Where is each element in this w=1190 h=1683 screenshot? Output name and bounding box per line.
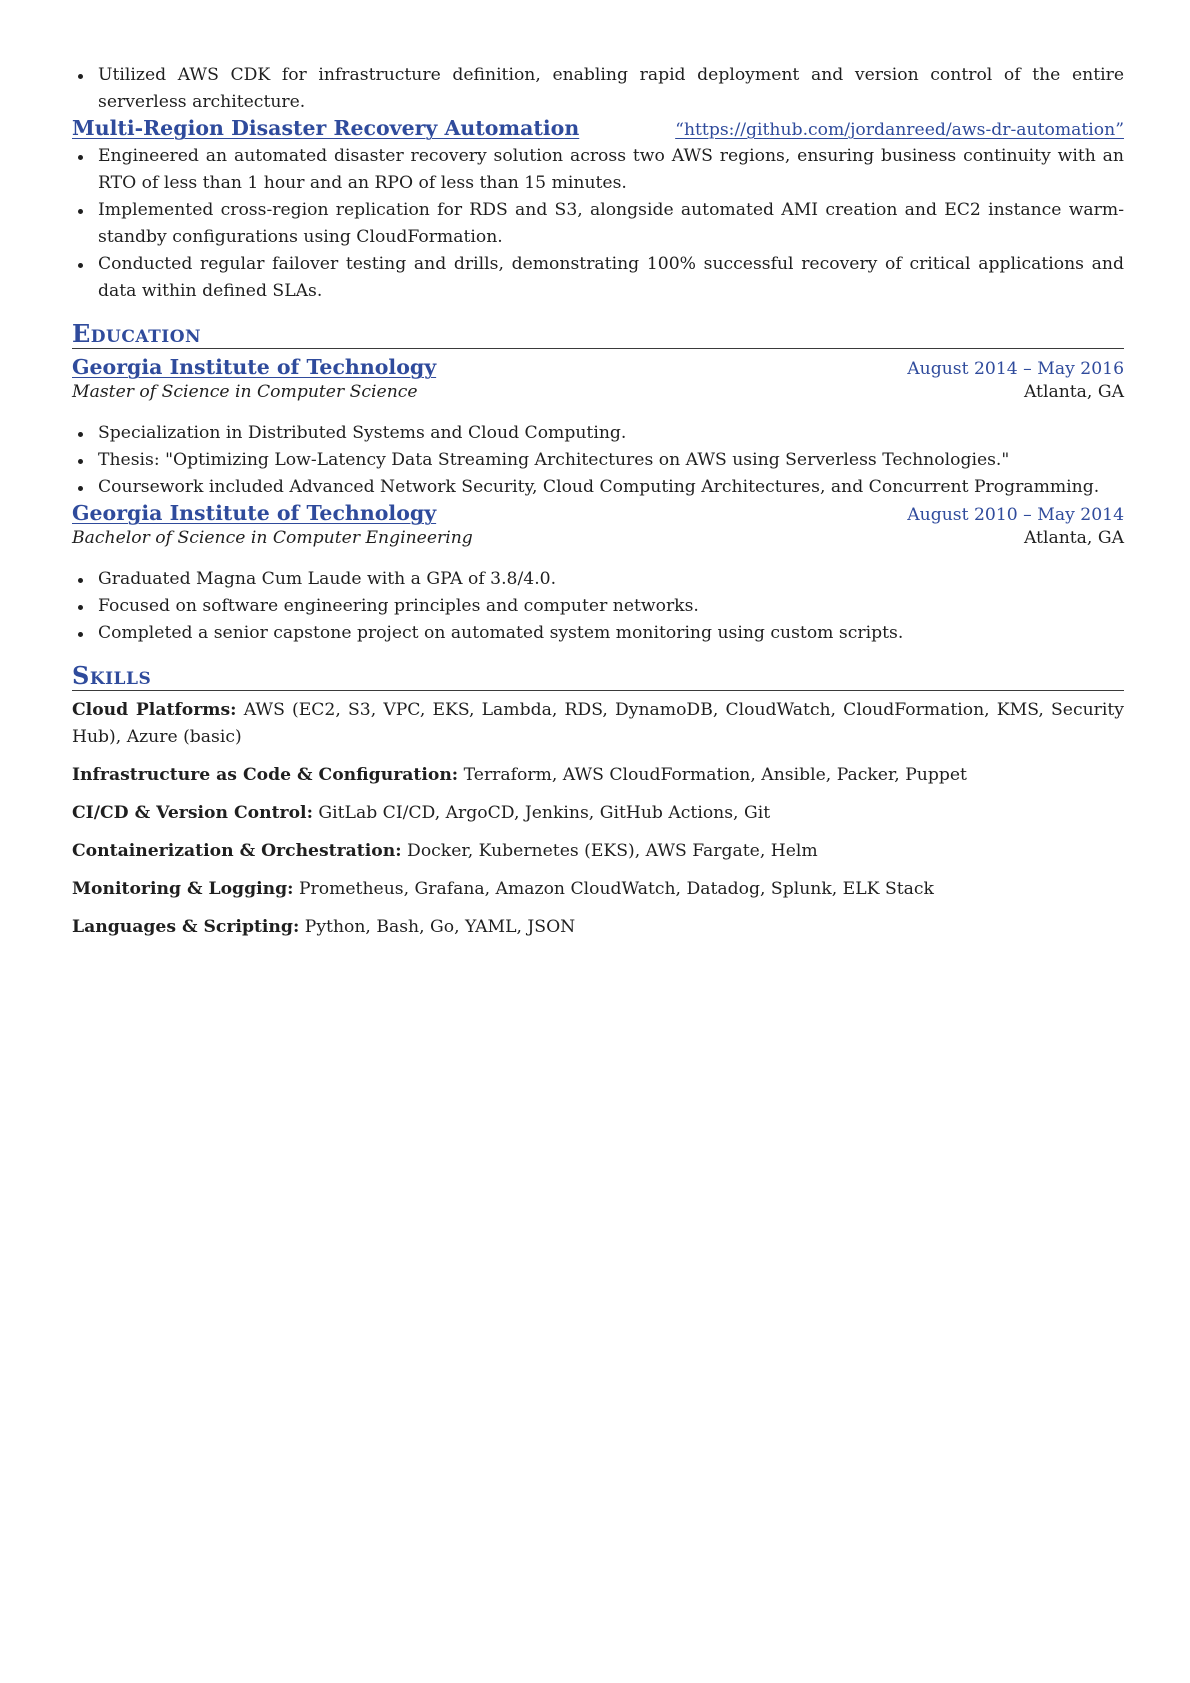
prev-project-bullets bbox=[72, 62, 1124, 116]
skill-row bbox=[72, 697, 1124, 751]
bullet-item: Specialization in Distributed Systems and Cloud Computing. bbox=[72, 420, 1124, 447]
education-header bbox=[72, 355, 1124, 382]
skill-label: Containerization & Orchestration: bbox=[72, 841, 402, 861]
skill-label: Infrastructure as Code & Configuration: bbox=[72, 765, 459, 785]
project-bullets bbox=[72, 143, 1124, 305]
skill-value: Docker, Kubernetes (EKS), AWS Fargate, Helm bbox=[407, 841, 818, 861]
skill-value: GitLab CI/CD, ArgoCD, Jenkins, GitHub Actions, Git bbox=[318, 803, 771, 823]
education-dates: August 2014 – May 2016 bbox=[907, 359, 1124, 379]
skills-section-heading bbox=[72, 659, 1124, 691]
skills-list bbox=[72, 697, 1124, 941]
bullet-item: Engineered an automated disaster recovery solution across two AWS regions, ensuring business continuity with an RTO of less than 1 hour and an RPO of less than 15 minutes. bbox=[72, 143, 1124, 197]
skill-row bbox=[72, 762, 1124, 789]
education-bullets bbox=[72, 566, 1124, 647]
education-header bbox=[72, 501, 1124, 528]
education-location: Atlanta, GA bbox=[1023, 528, 1124, 548]
bullet-item: Conducted regular failover testing and drills, demonstrating 100% successful recovery of critical applications and data within defined SLAs. bbox=[72, 251, 1124, 305]
project-url-link[interactable]: “https://github.com/jordanreed/aws-dr-automation” bbox=[675, 120, 1124, 140]
skill-value: Terraform, AWS CloudFormation, Ansible, Packer, Puppet bbox=[463, 765, 967, 785]
bullet-item: Utilized AWS CDK for infrastructure definition, enabling rapid deployment and version control of the entire serverless architecture. bbox=[72, 62, 1124, 116]
education-entry bbox=[72, 501, 1124, 647]
skill-label: Cloud Platforms: bbox=[72, 700, 237, 720]
education-subheader bbox=[72, 528, 1124, 556]
skill-row bbox=[72, 838, 1124, 865]
project-header bbox=[72, 116, 1124, 143]
skill-row bbox=[72, 800, 1124, 827]
resume-content bbox=[72, 62, 1124, 941]
school-link[interactable]: Georgia Institute of Technology bbox=[72, 501, 437, 525]
education-location: Atlanta, GA bbox=[1023, 382, 1124, 402]
bullet-item: Graduated Magna Cum Laude with a GPA of 3.8/4.0. bbox=[72, 566, 1124, 593]
education-subheader bbox=[72, 382, 1124, 410]
skill-label: Monitoring & Logging: bbox=[72, 879, 294, 899]
degree-name: Master of Science in Computer Science bbox=[72, 382, 418, 402]
skill-value: AWS (EC2, S3, VPC, EKS, Lambda, RDS, DynamoDB, CloudWatch, CloudFormation, KMS, Security Hub), Azure (basic) bbox=[72, 700, 1124, 747]
school-link[interactable]: Georgia Institute of Technology bbox=[72, 355, 437, 379]
skill-label: Languages & Scripting: bbox=[72, 917, 300, 937]
skill-label: CI/CD & Version Control: bbox=[72, 803, 313, 823]
skill-value: Python, Bash, Go, YAML, JSON bbox=[304, 917, 576, 937]
bullet-item: Focused on software engineering principles and computer networks. bbox=[72, 593, 1124, 620]
bullet-item: Thesis: "Optimizing Low-Latency Data Streaming Architectures on AWS using Serverless Technologies." bbox=[72, 447, 1124, 474]
project-title-link[interactable]: Multi-Region Disaster Recovery Automation bbox=[72, 116, 580, 140]
degree-name: Bachelor of Science in Computer Engineering bbox=[72, 528, 473, 548]
bullet-item: Coursework included Advanced Network Security, Cloud Computing Architectures, and Concurrent Programming. bbox=[72, 474, 1124, 501]
bullet-item: Implemented cross-region replication for RDS and S3, alongside automated AMI creation and EC2 instance warm-standby configurations using CloudFormation. bbox=[72, 197, 1124, 251]
education-entry bbox=[72, 355, 1124, 501]
skill-value: Prometheus, Grafana, Amazon CloudWatch, Datadog, Splunk, ELK Stack bbox=[298, 879, 934, 899]
skill-row bbox=[72, 914, 1124, 941]
education-dates: August 2010 – May 2014 bbox=[907, 505, 1124, 525]
section-title: Skills bbox=[72, 661, 152, 690]
education-bullets bbox=[72, 420, 1124, 501]
education-section-heading bbox=[72, 317, 1124, 349]
section-title: Education bbox=[72, 319, 202, 348]
skill-row bbox=[72, 876, 1124, 903]
bullet-item: Completed a senior capstone project on automated system monitoring using custom scripts. bbox=[72, 620, 1124, 647]
